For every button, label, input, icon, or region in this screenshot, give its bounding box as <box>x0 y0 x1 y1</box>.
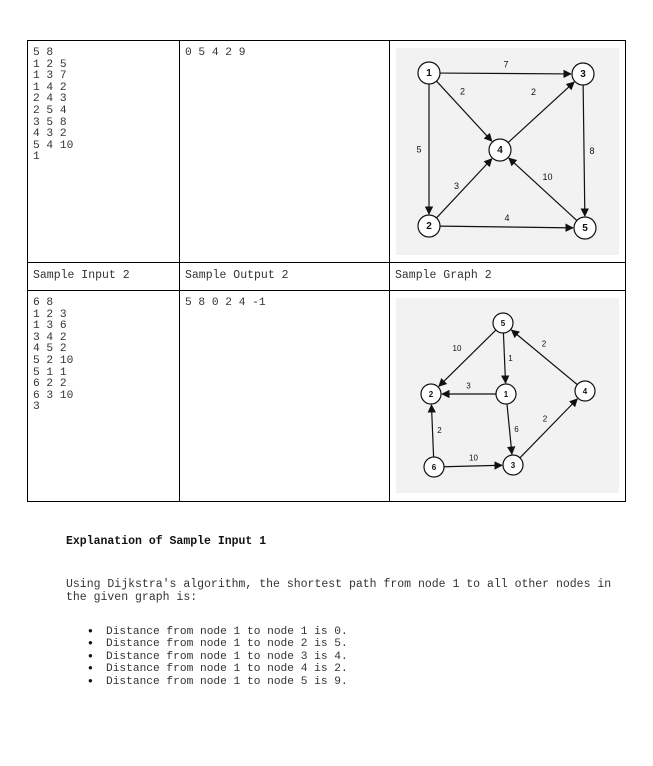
edge-weight-label: 2 <box>530 87 537 97</box>
svg-text:5: 5 <box>582 223 588 234</box>
edge-6-3 <box>444 465 502 466</box>
graph-node-5 <box>493 313 513 333</box>
svg-text:4: 4 <box>582 387 588 396</box>
list-item: ● Distance from node 1 to node 3 is 4. <box>88 651 348 663</box>
svg-text:2: 2 <box>426 221 432 232</box>
sample-graph-2 <box>396 298 619 493</box>
sample-output-2: 5 8 0 2 4 -1 <box>185 297 266 309</box>
edge-weight-label: 6 <box>514 425 519 434</box>
edge-1-3 <box>507 404 512 454</box>
edge-1-3 <box>440 73 571 74</box>
explanation-title: Explanation of Sample Input 1 <box>66 535 267 548</box>
edge-2-4 <box>437 159 492 218</box>
svg-text:2: 2 <box>428 390 434 399</box>
svg-text:3: 3 <box>510 461 516 470</box>
edge-weight-label: 10 <box>542 172 553 182</box>
list-item: ● Distance from node 1 to node 4 is 2. <box>88 663 348 675</box>
edge-weight-label: 1 <box>508 354 513 363</box>
edge-weight-label: 8 <box>589 146 595 156</box>
graph-node-6 <box>424 457 444 477</box>
samples-table <box>27 40 626 502</box>
edge-weight-label: 7 <box>503 59 509 70</box>
graph-node-1 <box>418 62 440 84</box>
edge-5-2 <box>439 330 496 386</box>
graph-node-2 <box>421 384 441 404</box>
svg-text:1: 1 <box>426 68 432 79</box>
edge-weight-label: 2 <box>459 86 466 97</box>
edge-weight-label: 2 <box>437 426 442 435</box>
list-item: ● Distance from node 1 to node 2 is 5. <box>88 638 348 650</box>
edge-5-1 <box>503 333 505 383</box>
header-sample-input-2: Sample Input 2 <box>33 269 130 282</box>
svg-text:1: 1 <box>503 390 509 399</box>
svg-text:3: 3 <box>580 69 586 80</box>
sample-graph-1 <box>396 48 619 255</box>
edge-weight-label: 3 <box>453 181 460 191</box>
graph-node-2 <box>418 215 440 237</box>
edge-3-5 <box>583 85 585 216</box>
graph-node-5 <box>574 217 596 239</box>
header-sample-graph-2: Sample Graph 2 <box>395 269 492 282</box>
edge-weight-label: 4 <box>504 213 510 223</box>
edge-weight-label: 2 <box>541 339 547 349</box>
edge-5-4 <box>509 158 577 220</box>
edge-3-4 <box>520 399 577 458</box>
graph-node-4 <box>575 381 595 401</box>
svg-text:5: 5 <box>500 319 506 328</box>
edge-weight-label: 10 <box>469 453 478 463</box>
edge-4-5 <box>511 330 577 385</box>
graph-node-3 <box>572 63 594 85</box>
edge-6-2 <box>431 405 433 457</box>
graph-node-1 <box>496 384 516 404</box>
explanation-intro: Using Dijkstra's algorithm, the shortest path from node 1 to all other nodes in the given graph is: <box>66 578 612 604</box>
edge-2-5 <box>440 226 573 228</box>
svg-text:6: 6 <box>431 463 437 472</box>
graph-node-3 <box>503 455 523 475</box>
edge-weight-label: 10 <box>452 344 462 353</box>
graph-node-4 <box>489 139 511 161</box>
sample-output-1: 0 5 4 2 9 <box>185 47 246 59</box>
edge-weight-label: 5 <box>416 144 422 155</box>
distance-list <box>88 626 348 688</box>
edge-weight-label: 3 <box>466 381 471 391</box>
sample-input-2: 6 8 1 2 3 1 3 6 3 4 2 4 5 2 5 2 10 5 1 1 6 2 2 6 3 10 3 <box>33 297 74 414</box>
svg-text:4: 4 <box>497 145 503 156</box>
sample-input-1: 5 8 1 2 5 1 3 7 1 4 2 2 4 3 2 5 4 3 5 8 4 3 2 5 4 10 1 <box>33 47 74 164</box>
edge-weight-label: 2 <box>542 414 548 424</box>
header-sample-output-2: Sample Output 2 <box>185 269 289 282</box>
list-item: ● Distance from node 1 to node 5 is 9. <box>88 676 348 688</box>
edge-4-3 <box>508 82 574 142</box>
list-item: ● Distance from node 1 to node 1 is 0. <box>88 626 348 638</box>
